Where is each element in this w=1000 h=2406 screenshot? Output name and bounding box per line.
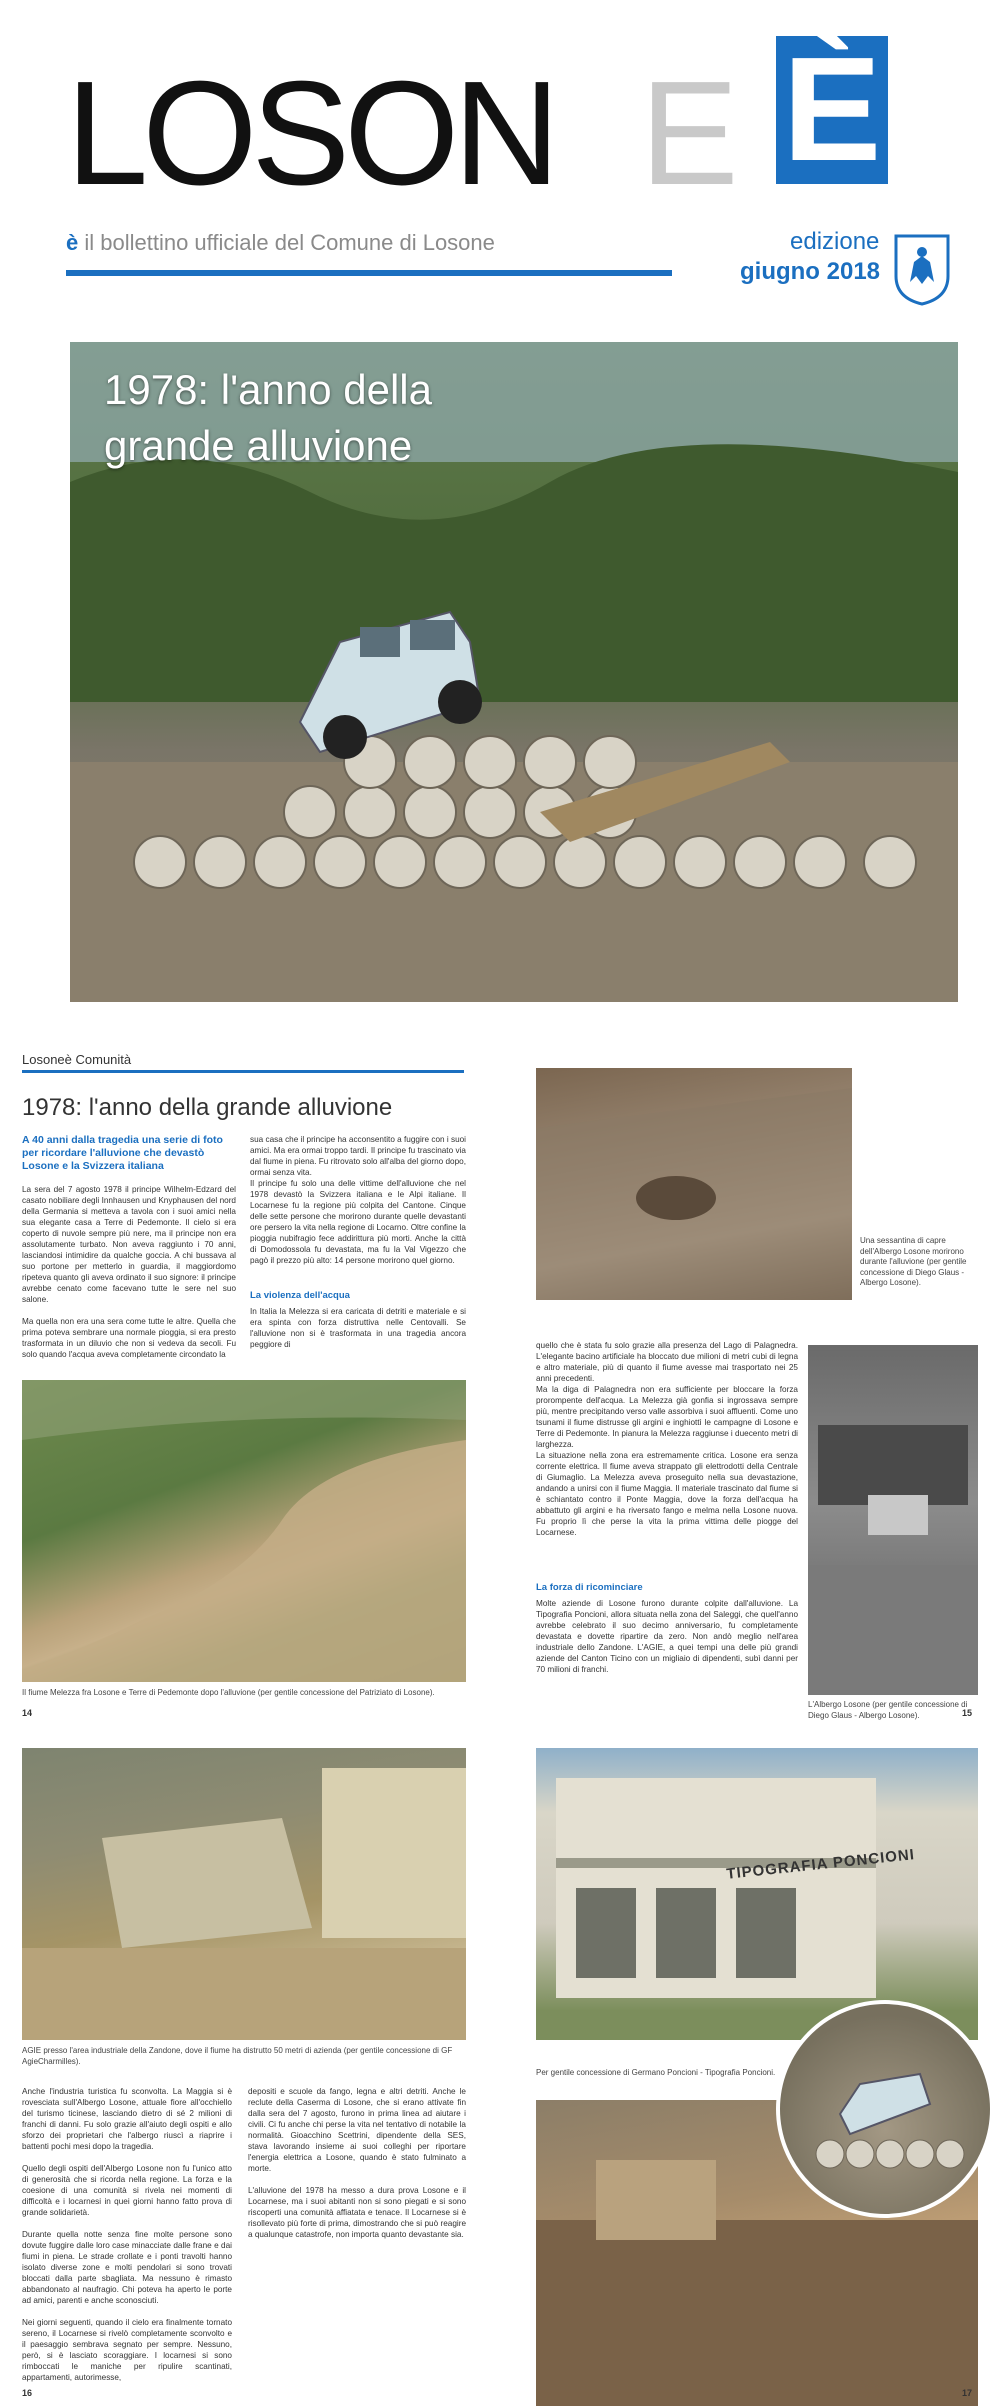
section-rule xyxy=(22,1070,464,1073)
cover-title xyxy=(104,362,432,474)
river-caption: Il fiume Melezza fra Losone e Terre di Pedemonte dopo l'alluvione (per gentile concessione del Patriziato di Losone). xyxy=(22,1688,435,1697)
car-circle-photo xyxy=(776,2000,994,2218)
crest-icon xyxy=(892,232,952,308)
p14-col2b: In Italia la Melezza si era caricata di detriti e materiale e si era spinta con forza distruttiva nelle Centovalli. Se l'alluvione non si è trasformata in una tragedia ancora peggiore di xyxy=(250,1307,466,1349)
tipografia-photo xyxy=(536,1748,978,2040)
cover-title-line2: grande alluvione xyxy=(104,422,413,469)
section-label: Losoneè Comunità xyxy=(22,1052,132,1067)
roof-goats-photo xyxy=(536,1068,852,1300)
p14-col1: La sera del 7 agosto 1978 il principe Wilhelm-Edzard del casato nobiliare degli Innhausen und Knyphausen del nord della Germania si metteva a tavola con i suoi amici nella sua elegante casa a Terre di Pedemonte. Il cielo si era coperto di nuvole sempre più nere, ma il principe non era assolutamente turbato. Non aveva raggiunto i 70 anni, lasciandosi intimidire da qualche goccia. A chi bussava al suo portone per metterlo in guardia, il maggiordomo ripeteva quanto gli aveva ordinato il suo signore: il principe avrebbe cenato come facevano tutte le sere nel suo salone. Ma quella non era una sera come tutte le altre. Quella che prima poteva sembrare una normale pioggia, si era presto trasformata in un diluvio che non si vedeva da secoli. Fu solo quando l'acqua aveva completamente circondato la xyxy=(22,1185,236,1359)
masthead-logo-accent: È xyxy=(776,36,888,184)
masthead-rule xyxy=(66,270,672,276)
tipografia-caption: Per gentile concessione di Germano Poncioni - Tipografia Poncioni. xyxy=(536,2068,776,2077)
tagline-text: il bollettino ufficiale del Comune di Losone xyxy=(78,230,495,255)
masthead-logo: LOSON xyxy=(66,51,555,216)
edition-label: edizione xyxy=(790,228,880,255)
page-number-14: 14 xyxy=(22,1708,33,1718)
river-photo xyxy=(22,1380,466,1682)
masthead-tagline xyxy=(66,230,495,256)
agie-caption: AGIE presso l'area industriale della Zandone, dove il fiume ha distrutto 50 metri di azienda (per gentile concessione di GF AgieCharmilles). xyxy=(22,2046,453,2066)
p15-col1: quello che è stata fu solo grazie alla presenza del Lago di Palagnedra. L'elegante bacino artificiale ha bloccato due milioni di metri cubi di legna e altro materiale, più di quanto il fiume avesse mai trasportato nei 25 anni precedenti. Ma la diga di Palagnedra non era sufficiente per bloccare la forza prorompente dell'acqua. La Melezza già gonfia si ingrossava sempre più, mentre precipitando verso valle assorbiva i suoi affluenti. Come uno tsunami il fiume distrusse gli argini e inghiottì le campagne di Losone e Terre di Pedemonte. In pianura la Melezza raggiunse i duecento metri di larghezza. La situazione nella zona era estremamente critica. Losone era senza corrente elettrica. Il fiume aveva strappato gli elettrodotti della Centrale di Giumaglio. La Melezza aveva proseguito nella sua devastazione, andando a unirsi con il fiume Maggia. Il materiale trascinato dal fiume si è schiantato contro il Ponte Maggia, dove la forza dell'acqua ha abbattuto gli argini e ha riversato fango e melma nella Losone nuova. Fu proprio lì che perse la vita la prima vittima delle piogge del Locarnese. xyxy=(536,1341,798,1537)
issue-date: giugno 2018 xyxy=(740,258,881,285)
article-title: 1978: l'anno della grande alluvione xyxy=(22,1094,393,1121)
p16-col1: Anche l'industria turistica fu sconvolta. La Maggia si è rovesciata sull'Albergo Losone, attuale fiore all'occhiello del turismo ticinese, lasciando dietro di sé 2 milioni di franchi di danni. Fu solo grazie all'aiuto degli ospiti e allo sforzo dei proprietari che l'albergo riuscì a riaprire i battenti pochi mesi dopo la tragedia. Quello degli ospiti dell'Albergo Losone non fu l'unico atto di generosità che si ricorda nella regione. La forza e la coesione di una comunità si rivela nei momenti di difficoltà e i locarnesi in quei giorni hanno fatto prova di grande solidarietà. Durante quella notte senza fine molte persone sono dovute fuggire dalle loro case minacciate dalle frane e dai fiumi in piena. Le strade crollate e i ponti travolti hanno isolato diverse zone e molti pendolari si sono trovati bloccati dalla parte sbagliata. Ma nessuno è rimasto abbandonato al naufragio. Chi poteva ha aperto le porte ad amici, parenti e anche sconosciuti. Nei giorni seguenti, quando il cielo era finalmente tornato sereno, il Locarnese si rivelò completamente sconvolto e il paesaggio sembrava segnato per sempre. Nessuno, però, si è lasciato scoraggiare. I locarnesi si sono rimboccati le maniche per ripulire scantinati, appartamenti, autorimesse, xyxy=(22,2087,232,2382)
masthead-logo-e: E xyxy=(640,51,739,216)
p15-col2: Molte aziende di Losone furono durante colpite dall'alluvione. La Tipografia Poncioni, allora situata nella zona del Saleggi, che quell'anno avrebbe celebrato il suo decimo anniversario, fu completamente devastata e dovette ripartire da zero. Non andò meglio nell'area industriale dello Zandone. L'AGIE, a quei tempi una delle più grandi aziende del Canton Ticino con un migliaio di dipendenti, subì danni per 70 milioni di franchi. xyxy=(536,1599,798,1674)
albergo-bw-photo xyxy=(808,1345,978,1695)
roof-caption: Una sessantina di capre dell'Albergo Losone morirono durante l'alluvione (per gentile concessione di Diego Glaus - Albergo Losone). xyxy=(860,1236,967,1287)
page-number-15: 15 xyxy=(962,1708,973,1718)
agie-factory-photo xyxy=(22,1748,466,2040)
p14-col2a: sua casa che il principe ha acconsentito a fuggire con i suoi amici. Ma era ormai troppo tardi. Il principe fu trascinato via dal fiume in piena. Fu ritrovato solo all'alba del giorno dopo, ormai senza vita. Il principe fu solo una delle vittime dell'alluvione che nel 1978 devastò la Svizzera italiana e le Alpi italiane. Il Locarnese fu la regione più colpita del Cantone. Cinque delle sette persone che morirono durante quelle devastanti ore persero la vita nella regione di Locarno. Oltre confine la pioggia nubifragio fece addirittura più morti. Anche la città di Domodossola fu devastata, ma fu la Val Vigezzo che pagò il prezzo più alto: 14 persone morirono quel giorno. xyxy=(250,1135,466,1265)
page-number-16: 16 xyxy=(22,2388,33,2398)
albergo-caption: L'Albergo Losone (per gentile concessione di Diego Glaus - Albergo Losone). xyxy=(808,1700,968,1720)
cover-title-line1: 1978: l'anno della xyxy=(104,366,432,413)
p14-subheading: La violenza dell'acqua xyxy=(250,1290,350,1301)
p16-col2: depositi e scuole da fango, legna e altri detriti. Anche le reclute della Caserma di Losone, che si erano attivate fin dalla sera del 7 agosto, furono in prima linea ad aiutare i civili. Ci fu anche chi perse la vita nel tentativo di notabile la normalità. Gioacchino Scettrini, dipendente della SES, stava lavorando insieme ai suoi colleghi per riportare l'energia elettrica a Losone, quando è stato fulminato a morte. L'alluvione del 1978 ha messo a dura prova Losone e il Locarnese, ma i suoi abitanti non si sono piegati e si sono riscoperti una comunità affiatata e tenace. Il Locarnese si è risollevato più forte di prima, dimostrando che si può reagire a qualunque catastrofe, non importa quanto devastante sia. xyxy=(248,2087,466,2239)
tagline-lead: è xyxy=(66,230,79,255)
article-lead: A 40 anni dalla tragedia una serie di foto per ricordare l'alluvione che devastò Losone e la Svizzera italiana xyxy=(22,1134,223,1172)
p15-subheading: La forza di ricominciare xyxy=(536,1582,643,1593)
tipografia-sign: TIPOGRAFIA PONCIONI xyxy=(725,1846,916,1883)
page-number-17: 17 xyxy=(962,2388,973,2398)
